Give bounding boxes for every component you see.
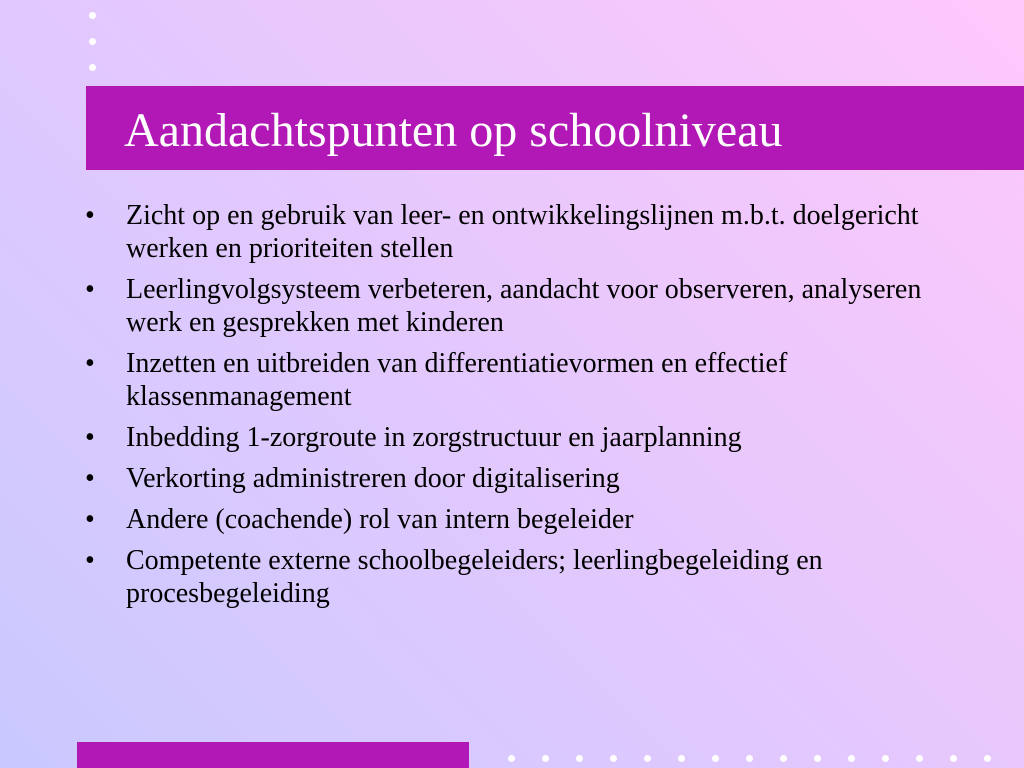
bullet-text: Andere (coachende) rol van intern begeleider [126,504,634,535]
title-bar [86,86,1024,170]
bullet-item [80,199,980,265]
bullet-item [80,462,980,495]
bullet-icon: • [85,422,95,453]
decorative-dot [882,755,889,762]
decorative-dot [89,12,96,19]
bullet-text: Inzetten en uitbreiden van differentiatievormen en effectief klassenmanagement [126,348,788,412]
decorative-dot [89,64,96,71]
bullet-item [80,421,980,454]
decorative-dot [916,755,923,762]
decorative-dot [576,755,583,762]
decorative-dot [984,755,991,762]
bullet-icon: • [85,463,95,494]
bullet-item [80,544,980,610]
decorative-dot [542,755,549,762]
decorative-dot [780,755,787,762]
decorative-dot [950,755,957,762]
decorative-bottom-bar [77,742,469,768]
bullet-text: Zicht op en gebruik van leer- en ontwikkelingslijnen m.b.t. doelgericht werken en prioriteiten stellen [126,200,919,264]
bullet-item [80,347,980,413]
slide-title: Aandachtspunten op schoolniveau [124,104,783,157]
bullet-icon: • [85,545,95,576]
decorative-dots-top-left [89,12,99,90]
bullet-text: Competente externe schoolbegeleiders; leerlingbegeleiding en procesbegeleiding [126,545,823,609]
decorative-dot [678,755,685,762]
decorative-dot [746,755,753,762]
decorative-dot [89,38,96,45]
bullet-item [80,503,980,536]
bullet-item [80,273,980,339]
decorative-dots-bottom [508,755,1018,762]
decorative-dot [508,755,515,762]
decorative-dot [814,755,821,762]
bullet-icon: • [85,348,95,379]
decorative-dot [712,755,719,762]
bullet-list [80,199,980,618]
bullet-text: Leerlingvolgsysteem verbeteren, aandacht voor observeren, analyseren werk en gesprekken met kinderen [126,274,922,338]
bullet-icon: • [85,200,95,231]
bullet-icon: • [85,274,95,305]
decorative-dot [610,755,617,762]
decorative-dot [848,755,855,762]
bullet-text: Inbedding 1-zorgroute in zorgstructuur en jaarplanning [126,422,742,453]
bullet-text: Verkorting administreren door digitalisering [126,463,620,494]
decorative-dot [644,755,651,762]
bullet-icon: • [85,504,95,535]
